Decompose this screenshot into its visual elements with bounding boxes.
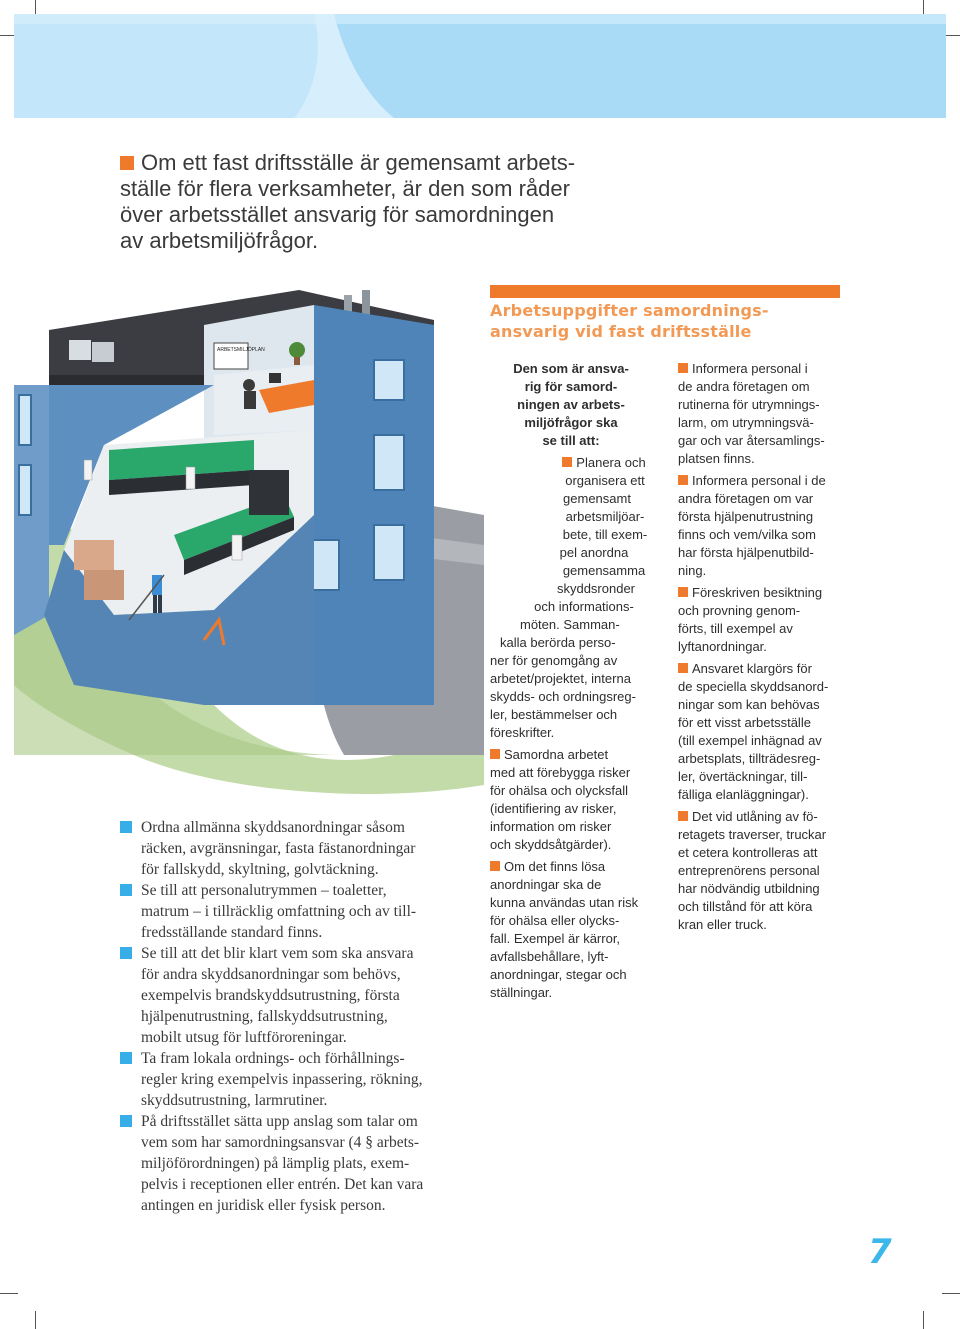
task-item [678, 660, 848, 804]
item-line: fall. Exempel är kärror, [490, 931, 621, 946]
list-line: Se till att personalutrymmen – toaletter, [141, 882, 387, 899]
lead-line: över arbetsstället ansvarig för samordningen [120, 202, 555, 227]
blue-square-icon [120, 1115, 132, 1127]
item-line: möten. Samman- [520, 617, 620, 632]
item-line: och informations- [534, 599, 634, 614]
item-line: de speciella skyddsanord- [678, 679, 829, 694]
factbox-header [490, 285, 840, 342]
title-line: ansvarig vid fast driftsställe [490, 322, 752, 341]
factbox-column-1 [490, 360, 670, 1002]
item-line: platsen finns. [678, 451, 755, 466]
page-number: 7 [868, 1232, 892, 1272]
task-item [490, 746, 670, 854]
item-line: Om det finns lösa [504, 859, 606, 874]
item-line: fälliga elanläggningar). [678, 787, 809, 802]
item-line: (till exempel inhägnad av [678, 733, 822, 748]
item-line: och provning genom- [678, 603, 801, 618]
item-line: för ett visst arbetsställe [678, 715, 811, 730]
task-item [490, 454, 670, 616]
orange-square-icon [490, 861, 500, 871]
item-line: föreskrifter. [490, 725, 555, 740]
item-line: Informera personal i de [692, 473, 826, 488]
item-line: entreprenörens personal [678, 863, 820, 878]
list-line: pelvis i receptionen eller entrén. Det kan vara [141, 1176, 424, 1193]
list-line: hjälpenutrustning, fallskyddsutrustning, [141, 1008, 388, 1025]
sign-label: ARBETSMILJÖPLAN [217, 347, 265, 353]
item-line: och tillstånd för att köra [678, 899, 813, 914]
item-line: (identifiering av risker, [490, 801, 617, 816]
list-line: miljöförordningen) på lämplig plats, exem- [141, 1155, 410, 1172]
item-line: finns och vem/vilka som [678, 527, 816, 542]
intro-line: se till att: [542, 433, 600, 448]
list-line: räcken, avgränsningar, fasta fästanordningar [141, 840, 416, 857]
item-line: Föreskriven besiktning [692, 585, 823, 600]
item-line: förts, till exempel av [678, 621, 793, 636]
item-line: ler, övertäckningar, till- [678, 769, 808, 784]
list-item [120, 943, 470, 1048]
orange-square-icon [678, 663, 688, 673]
item-line: ställningar. [490, 985, 553, 1000]
item-line: Samordna arbetet [504, 747, 609, 762]
orange-bar [490, 285, 840, 298]
item-line: arbetsplats, tillträdesreg- [678, 751, 821, 766]
crop-mark [923, 1311, 924, 1329]
list-line: Se till att det blir klart vem som ska ansvara [141, 945, 414, 962]
banner-graphic [14, 14, 946, 118]
item-line: med att förebygga risker [490, 765, 631, 780]
list-item [120, 1048, 470, 1111]
list-line: Ta fram lokala ordnings- och förhållnings- [141, 1050, 405, 1067]
item-line: larm, om utrymningsvä- [678, 415, 814, 430]
crop-mark [942, 1293, 960, 1294]
orange-square-icon [678, 475, 688, 485]
item-line: ner för genomgång av [490, 653, 618, 668]
item-line: ningar som kan behövas [678, 697, 820, 712]
item-line: arbetsmiljöar- [565, 509, 645, 524]
item-line: har nödvändig utbildning [678, 881, 820, 896]
lead-line: av arbetsmiljöfrågor. [120, 228, 319, 253]
blue-square-icon [120, 821, 132, 833]
factbox-column-2 [678, 360, 848, 938]
item-line: de andra företagen om [678, 379, 810, 394]
list-line: mobilt utsug för luftföroreningar. [141, 1029, 347, 1046]
list-item [120, 880, 470, 943]
task-item [678, 360, 848, 468]
item-line: ning. [678, 563, 707, 578]
task-item [678, 808, 848, 934]
orange-square-icon [562, 457, 572, 467]
intro-line: rig för samord- [524, 379, 618, 394]
item-line: för ohälsa eller olycks- [490, 913, 620, 928]
item-line: anordningar, stegar och [490, 967, 627, 982]
intro-line: Den som är ansva- [513, 361, 629, 376]
orange-square-icon [678, 363, 688, 373]
item-line: Ansvaret klargörs för [692, 661, 812, 676]
item-line: ler, bestämmelser och [490, 707, 618, 722]
list-line: fredsställande standard finns. [141, 924, 323, 941]
item-line: har första hjälpenutbild- [678, 545, 814, 560]
item-line: kalla berörda perso- [500, 635, 616, 650]
crop-mark [35, 1311, 36, 1329]
orange-square-icon [678, 587, 688, 597]
item-line: skyddsronder [556, 581, 636, 596]
item-line: Informera personal i [692, 361, 808, 376]
header-banner [14, 14, 946, 118]
list-line: regler kring exempelvis inpassering, rökning, [141, 1071, 423, 1088]
item-line: organisera ett [565, 473, 645, 488]
intro-paragraph [490, 360, 670, 450]
list-line: exempelvis brandskyddsutrustning, första [141, 987, 400, 1004]
item-line: avfallsbehållare, lyft- [490, 949, 609, 964]
item-line: rutinerna för utrymnings- [678, 397, 820, 412]
item-line: pel anordna [559, 545, 629, 560]
list-item [120, 817, 470, 880]
building-cutaway-image [14, 285, 484, 805]
item-line: för ohälsa och olycksfall [490, 783, 629, 798]
item-line: information om risker [490, 819, 612, 834]
list-line: Ordna allmänna skyddsanordningar såsom [141, 819, 405, 836]
item-line: andra företagen om var [678, 491, 814, 506]
factbox-title [490, 300, 840, 342]
lead-line: ställe för flera verksamheter, är den som råder [120, 176, 570, 201]
item-line: retagets traverser, truckar [678, 827, 827, 842]
lead-line: Om ett fast driftsställe är gemensamt arbets- [141, 150, 576, 175]
item-line: första hjälpenutrustning [678, 509, 814, 524]
list-line: antingen en juridisk eller fysisk person. [141, 1197, 386, 1214]
item-line: anordningar ska de [490, 877, 602, 892]
task-item [490, 858, 670, 1002]
blue-square-icon [120, 1052, 132, 1064]
list-line: matrum – i tillräcklig omfattning och av till- [141, 903, 417, 920]
title-line: Arbetsuppgifter samordnings- [490, 301, 769, 320]
blue-square-icon [120, 947, 132, 959]
item-line: och skyddsåtgärder). [490, 837, 612, 852]
list-item [120, 1111, 470, 1216]
item-line: Det vid utlåning av fö- [692, 809, 818, 824]
item-line: kran eller truck. [678, 917, 767, 932]
lead-paragraph [120, 150, 600, 254]
item-line: Planera och [576, 455, 646, 470]
list-line: för fallskydd, skyltning, golvtäckning. [141, 861, 379, 878]
task-item [678, 584, 848, 656]
requirements-list [120, 817, 470, 1216]
item-line: gemensamma [562, 563, 646, 578]
crop-mark [0, 1293, 18, 1294]
building-illustration [14, 285, 484, 805]
intro-line: ningen av arbets- [517, 397, 625, 412]
blue-square-icon [120, 884, 132, 896]
intro-line: miljöfrågor ska [524, 415, 618, 430]
item-line: arbetet/projektet, interna [490, 671, 631, 686]
task-item [678, 472, 848, 580]
item-line: gemensamt [563, 491, 631, 506]
item-line: gar och var återsamlings- [678, 433, 825, 448]
orange-square-icon [490, 749, 500, 759]
orange-square-icon [678, 811, 688, 821]
list-line: vem som har samordningsansvar (4 § arbets- [141, 1134, 420, 1151]
item-line: et cetera kontrolleras att [678, 845, 818, 860]
list-line: för andra skyddsanordningar som behövs, [141, 966, 401, 983]
item-line: bete, till exem- [562, 527, 648, 542]
task-item-continued [490, 616, 670, 742]
list-line: skyddsutrustning, larmrutiner. [141, 1092, 328, 1109]
orange-square-icon [120, 156, 134, 170]
item-line: kunna användas utan risk [490, 895, 639, 910]
item-line: skydds- och ordningsreg- [490, 689, 636, 704]
item-line: lyftanordningar. [678, 639, 767, 654]
list-line: På driftsstället sätta upp anslag som talar om [141, 1113, 418, 1130]
